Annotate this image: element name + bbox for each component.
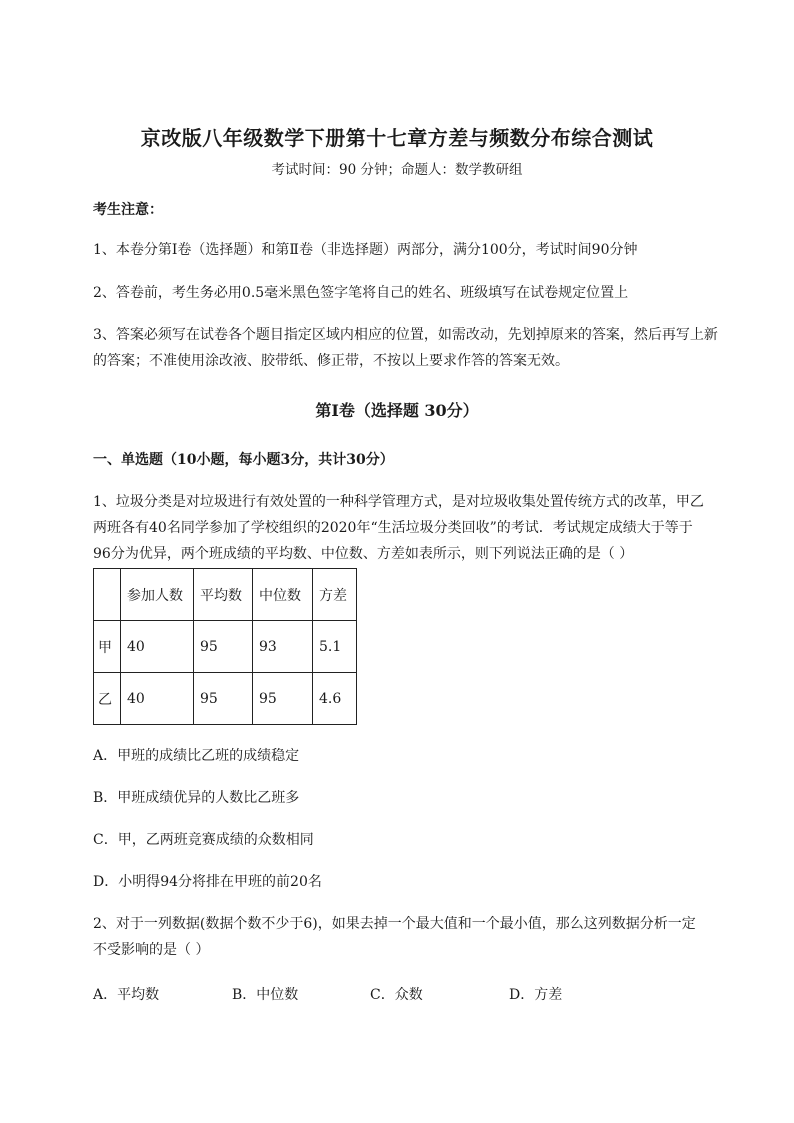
- table-row-label: 乙: [94, 673, 121, 725]
- q2-line-2: 不受影响的是（ ）: [93, 942, 210, 958]
- table-row: [94, 621, 357, 673]
- q1-option-d: D．小明得94分将排在甲班的前20名: [93, 874, 322, 890]
- table-cell: 93: [253, 621, 313, 673]
- table-cell: [94, 569, 121, 621]
- q1-line-3: 96分为优异，两个班成绩的平均数、中位数、方差如表所示，则下列说法正确的是（ ）: [93, 546, 634, 562]
- section-title: 第Ⅰ卷（选择题 30分）: [315, 401, 479, 420]
- table-header-cell: 中位数: [253, 569, 313, 621]
- table-row-label: 甲: [94, 621, 121, 673]
- stats-table: [93, 568, 357, 725]
- table-header-cell: 平均数: [194, 569, 253, 621]
- q1-line-2: 两班各有40名同学参加了学校组织的2020年“生活垃圾分类回收”的考试．考试规定成绩大于等于: [93, 520, 693, 536]
- table-cell: 4.6: [313, 673, 357, 725]
- q2-option-a: A．平均数: [93, 987, 160, 1003]
- notice-item-3: 3、答案必须写在试卷各个题目指定区域内相应的位置，如需改动，先划掉原来的答案，然后再写上新: [93, 327, 718, 343]
- q1-option-c: C．甲，乙两班竞赛成绩的众数相同: [93, 832, 314, 848]
- q1-line-1: 1、垃圾分类是对垃圾进行有效处置的一种科学管理方式，是对垃圾收集处置传统方式的改革，甲乙: [93, 494, 704, 510]
- q2-line-1: 2、对于一列数据(数据个数不少于6)，如果去掉一个最大值和一个最小值，那么这列数据分析一定: [93, 916, 696, 932]
- table-cell: 95: [194, 673, 253, 725]
- table-header-cell: 方差: [313, 569, 357, 621]
- notice-item-1: 1、本卷分第Ⅰ卷（选择题）和第Ⅱ卷（非选择题）两部分，满分100分，考试时间90分钟: [93, 242, 638, 258]
- table-cell: 5.1: [313, 621, 357, 673]
- table-cell: 40: [121, 621, 194, 673]
- table-header-cell: 参加人数: [121, 569, 194, 621]
- notice-item-3-cont: 的答案；不准使用涂改液、胶带纸、修正带，不按以上要求作答的答案无效。: [93, 353, 569, 369]
- table-row: [94, 673, 357, 725]
- q1-option-b: B．甲班成绩优异的人数比乙班多: [93, 790, 300, 806]
- q1-option-a: A．甲班的成绩比乙班的成绩稳定: [93, 748, 300, 764]
- table-header-row: [94, 569, 357, 621]
- notice-heading: 考生注意：: [93, 202, 163, 218]
- q2-option-b: B．中位数: [232, 987, 299, 1003]
- exam-info: 考试时间：90 分钟；命题人：数学教研组: [271, 162, 523, 178]
- notice-item-2: 2、答卷前，考生务必用0.5毫米黑色签字笔将自己的姓名、班级填写在试卷规定位置上: [93, 285, 629, 301]
- q2-option-d: D．方差: [509, 987, 563, 1003]
- part-heading: 一、单选题（10小题，每小题3分，共计30分）: [93, 452, 394, 468]
- q2-option-c: C．众数: [370, 987, 423, 1003]
- table-cell: 95: [194, 621, 253, 673]
- table-cell: 40: [121, 673, 194, 725]
- page-title: 京改版八年级数学下册第十七章方差与频数分布综合测试: [140, 126, 654, 150]
- table-cell: 95: [253, 673, 313, 725]
